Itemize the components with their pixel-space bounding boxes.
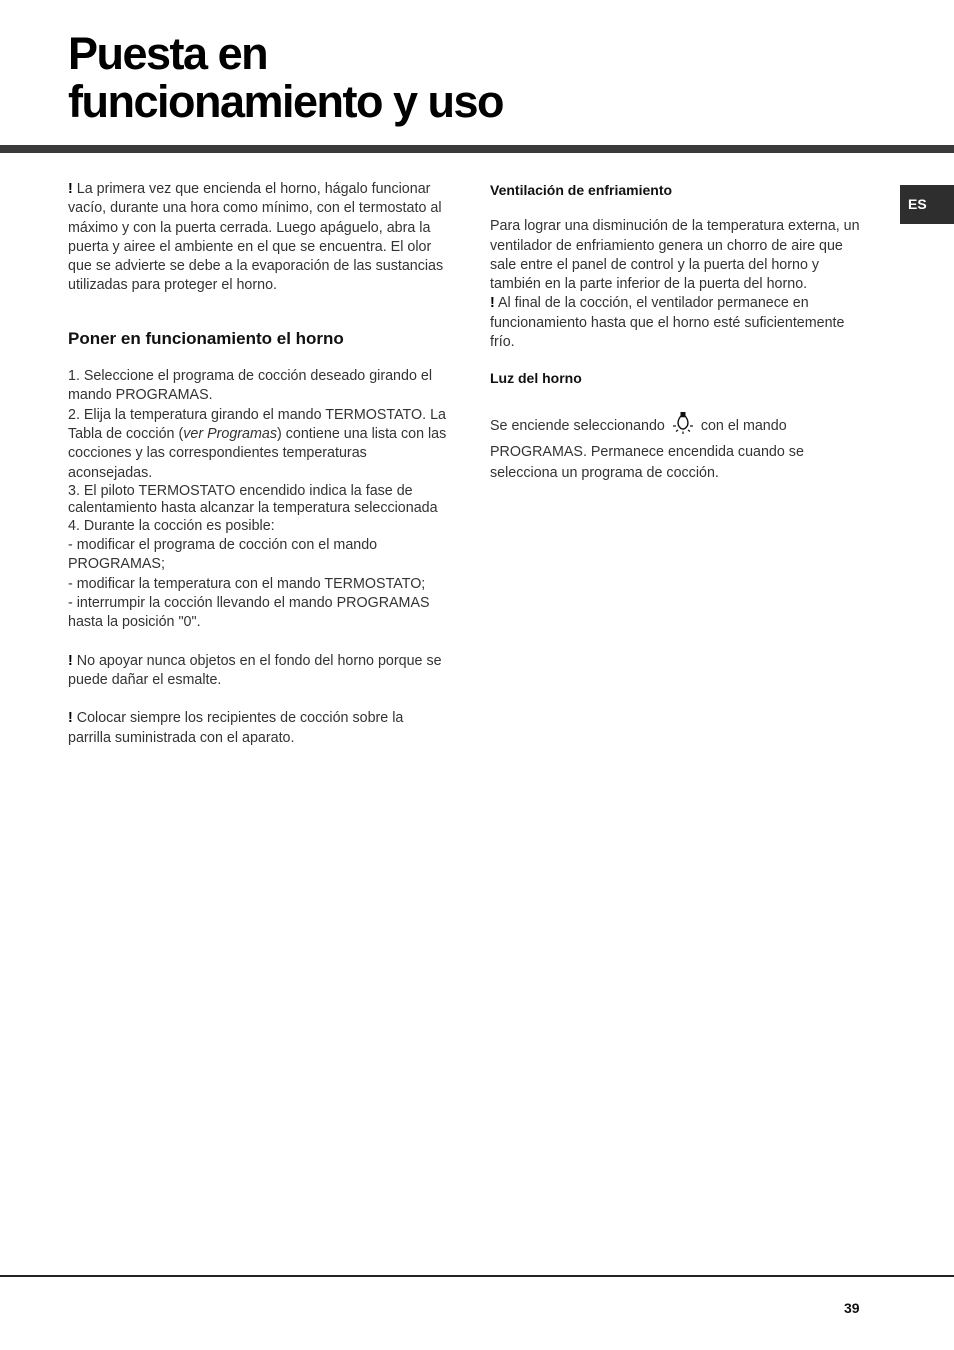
step-4: 4. Durante la cocción es posible: [68, 517, 275, 534]
warning-mark: ! [490, 295, 495, 312]
step-4-option-a: - modificar el programa de cocción con el mando PROGRAMAS; [68, 537, 378, 573]
warning-mark: ! [68, 181, 73, 197]
page-title-line1: Puesta en [68, 28, 268, 79]
page-title [68, 30, 503, 126]
header-divider [0, 145, 954, 153]
language-tab: ES [900, 185, 954, 224]
section-heading-ventilation: Ventilación de enfriamiento [490, 182, 673, 198]
page-title-line2: funcionamiento y uso [68, 76, 504, 127]
warning-enamel-text: No apoyar nunca objetos en el fondo del horno porque se puede dañar el esmalte. [68, 652, 442, 688]
step-1: 1. Seleccione el programa de cocción deseado girando el mando PROGRAMAS. [68, 368, 433, 404]
step-4-option-b: - modificar la temperatura con el mando TERMOSTATO; [68, 575, 426, 592]
intro-paragraph [68, 180, 448, 296]
warning-mark: ! [68, 710, 73, 727]
section-heading-oven-light: Luz del horno [490, 370, 582, 387]
warning-enamel [68, 652, 448, 691]
warning-mark: ! [68, 652, 73, 669]
oven-light-text [490, 411, 870, 484]
right-column [490, 180, 870, 484]
step-3: 3. El piloto TERMOSTATO encendido indica la fase de calentamiento hasta alcanzar la temperatura seleccionada [68, 482, 438, 516]
page-number: 39 [844, 1300, 860, 1316]
steps-list [68, 367, 448, 633]
oven-light-text-b: con el mando PROGRAMAS. Permanece encendida cuando se selecciona un programa de cocción. [490, 417, 804, 481]
step-2-italic: ver Programas [183, 425, 277, 442]
step-4-option-c: - interrumpir la cocción llevando el mando PROGRAMAS hasta la posición "0". [68, 595, 430, 631]
ventilation-text: Para lograr una disminución de la temperatura externa, un ventilador de enfriamiento genera un chorro de aire que sale entre el panel de control y la puerta del horno y también en la parte inferior de la puerta del horno. [490, 218, 860, 293]
ventilation-warning-text: Al final de la cocción, el ventilador permanece en funcionamiento hasta que el horno esté suficientemente frío. [490, 295, 845, 351]
left-column [68, 180, 448, 748]
step-2 [68, 406, 448, 483]
warning-rack-text: Colocar siempre los recipientes de cocción sobre la parrilla suministrada con el aparato. [68, 710, 404, 746]
footer-divider [0, 1275, 954, 1277]
section-heading-start-oven: Poner en funcionamiento el horno [68, 328, 344, 348]
warning-rack [68, 709, 448, 748]
oven-light-icon [671, 411, 695, 442]
step-2-text-b: ) contiene una lista con las cocciones y las correspondientes temperaturas aconsejadas. [68, 425, 447, 481]
oven-light-text-a: Se enciende seleccionando [490, 417, 669, 434]
ventilation-warning [490, 294, 870, 352]
step-2-text-a: 2. Elija la temperatura girando el mando TERMOSTATO. La Tabla de cocción ( [68, 406, 446, 442]
intro-text: La primera vez que encienda el horno, hágalo funcionar vacío, durante una hora como mínimo, con el termostato al máximo y con la puerta cerrada. Luego apáguelo, abra la puerta y airee el ambiente en el que se encuentra. El olor que se advierte se debe a la evaporación de las sustancias utilizadas para proteger el horno. [68, 181, 444, 294]
